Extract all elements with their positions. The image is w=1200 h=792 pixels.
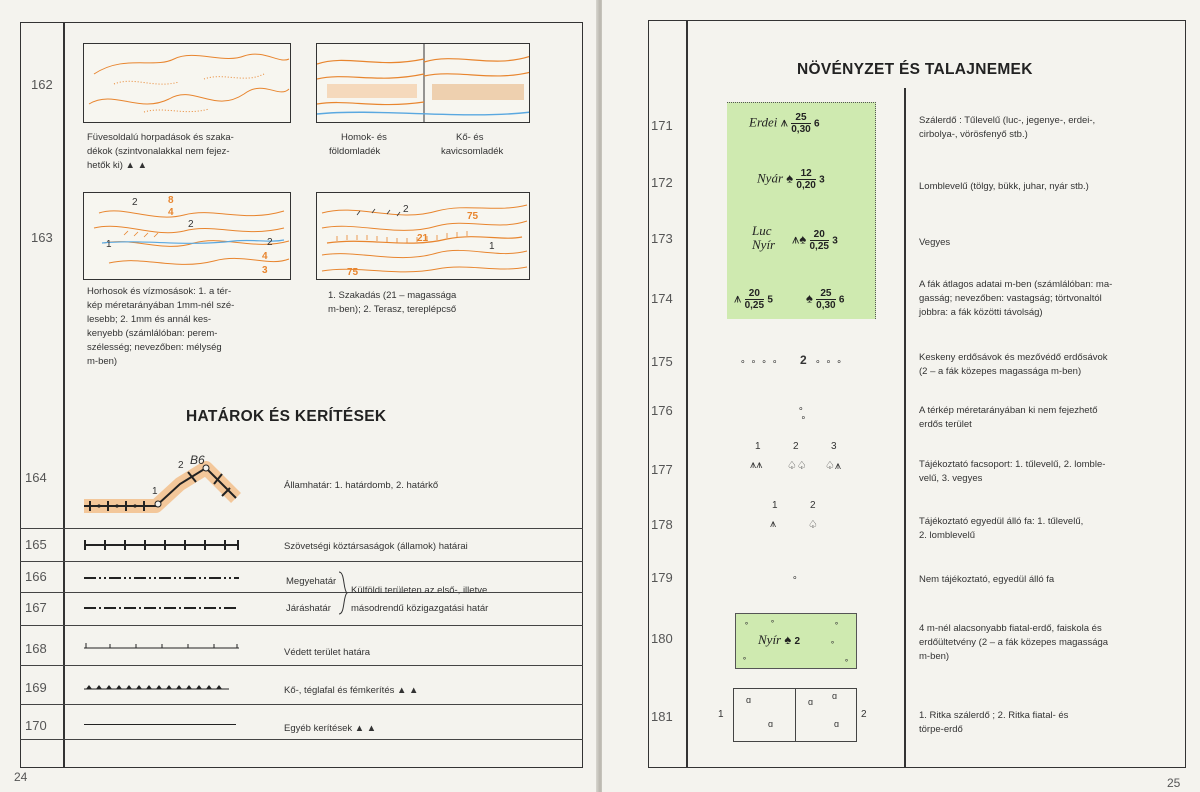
caption-line: dékok (szintvonalakkal nem fejez- xyxy=(87,146,230,157)
caption-line: m-ben); 2. Terasz, tereplépcső xyxy=(328,304,457,315)
mixed-tree-icon: ⩚♠ xyxy=(792,231,810,247)
row-description: törpe-erdő xyxy=(919,724,963,735)
row-description: Tájékoztató egyedül álló fa: 1. tűlevelű, xyxy=(919,516,1084,527)
symbol-label: 2 xyxy=(810,500,816,511)
map-label: 4 xyxy=(168,207,174,218)
row-number: 167 xyxy=(25,600,47,615)
row-number: 177 xyxy=(651,462,673,477)
map-label: 75 xyxy=(347,267,359,278)
single-deciduous-icon: ♤ xyxy=(808,519,818,531)
row-number: 181 xyxy=(651,709,673,724)
map-label: B6 xyxy=(190,453,205,467)
conifer-group-icon: ⩚⩚ xyxy=(750,459,763,471)
tree-strip-height: 2 xyxy=(800,353,807,367)
map-label: 75 xyxy=(467,211,479,222)
caption-line: szélesség; nevezőben: mélység xyxy=(87,342,222,353)
deciduous-tree-icon: ♠ xyxy=(806,290,817,306)
tree-data-fraction xyxy=(745,288,764,311)
row-number: 180 xyxy=(651,631,673,646)
single-conifer-icon: ⩚ xyxy=(770,518,777,530)
map-label: 21 xyxy=(417,233,429,244)
tree-distance: 6 xyxy=(813,118,820,130)
tree-strip-dots: ∘∘∘∘ xyxy=(740,356,783,366)
row-description: Szövetségi köztársaságok (államok) határai xyxy=(284,541,468,552)
symbol-label: 1 xyxy=(755,441,761,452)
row-separator xyxy=(20,592,583,593)
tree-species-name: Nyír xyxy=(758,632,782,647)
row-description: jobbra: a fák közötti távolság) xyxy=(919,307,1043,318)
symbol-label: 1 xyxy=(718,709,724,720)
row-separator xyxy=(20,561,583,562)
right-description-column-divider xyxy=(904,88,906,768)
map-label: 3 xyxy=(262,265,268,276)
conifer-icon: ⩚ xyxy=(780,114,792,130)
tree-data-fraction xyxy=(791,112,810,135)
tree-distance: 3 xyxy=(819,174,825,186)
symbol-tree-data-conifer xyxy=(734,288,773,311)
row-number: 169 xyxy=(25,680,47,695)
conifer-icon: ⩚ xyxy=(734,290,745,306)
symbol-deciduous-forest xyxy=(757,168,825,191)
row-number: 172 xyxy=(651,175,673,190)
map-label: 2 xyxy=(132,197,138,208)
row-description: Vegyes xyxy=(919,237,951,248)
symbol-state-border xyxy=(78,450,258,520)
row-description: Szálerdő : Tűlevelű (luc-, jegenye-, erdei-, xyxy=(919,115,1096,126)
symbol-federal-border xyxy=(84,538,239,552)
row-description: Kő-, téglafal és fémkerítés ▲ ▲ xyxy=(284,685,419,696)
row-separator xyxy=(20,625,583,626)
row-description: (2 – a fák közepes magassága m-ben) xyxy=(919,366,1082,377)
tree-species-name: Nyár xyxy=(757,170,783,186)
row-separator xyxy=(20,739,583,740)
symbol-label: 1 xyxy=(772,500,778,511)
map-landslides xyxy=(316,43,530,123)
symbol-other-fence xyxy=(84,724,236,725)
row-description: Lomblevelű (tölgy, bükk, juhar, nyár stb.) xyxy=(919,181,1089,192)
tree-species-name: Luc xyxy=(752,223,772,238)
symbol-district-border xyxy=(84,604,239,612)
caption-line: 1. Szakadás (21 – magassága xyxy=(328,290,457,301)
brace xyxy=(337,570,349,616)
section-title: NÖVÉNYZET ÉS TALAJNEMEK xyxy=(797,61,1033,78)
row-description: m-ben) xyxy=(919,651,950,662)
map-gullies xyxy=(83,192,291,280)
fraction-denominator: 0,25 xyxy=(744,300,765,311)
row-separator xyxy=(20,704,583,705)
map-label: 4 xyxy=(262,251,268,262)
symbol-conifer-forest xyxy=(749,112,820,135)
fraction-numerator: 25 xyxy=(791,112,810,124)
fraction-denominator: 0,25 xyxy=(809,241,829,252)
right-number-column-divider xyxy=(686,20,688,768)
tree-species-name: Erdei xyxy=(749,114,778,130)
map-label: 1 xyxy=(106,239,112,250)
row-number: 175 xyxy=(651,354,673,369)
caption-line: m-ben) xyxy=(87,356,118,367)
symbol-mixed-forest-data xyxy=(792,229,838,252)
row-number: 164 xyxy=(25,470,47,485)
row-description: Védett terület határa xyxy=(284,647,371,658)
row-number: 168 xyxy=(25,641,47,656)
small-forest-dots: ∘ ∘ xyxy=(798,403,807,422)
row-number: 173 xyxy=(651,231,673,246)
caption-line: lesebb; 2. 1mm és annál kes- xyxy=(87,314,212,325)
page-number: 24 xyxy=(14,770,28,784)
symbol-wall-fence xyxy=(84,682,229,692)
row-description: 4 m-nél alacsonyabb fiatal-erdő, faiskola és xyxy=(919,623,1102,634)
fraction-numerator: 12 xyxy=(796,168,815,180)
row-number: 166 xyxy=(25,569,47,584)
symbol-label: 2 xyxy=(861,709,867,720)
row-number: 163 xyxy=(31,230,53,245)
left-number-column-divider xyxy=(63,22,65,768)
tree-distance: 6 xyxy=(838,294,845,306)
tree-strip-dots: ∘∘∘ xyxy=(815,356,847,366)
tree-data-fraction xyxy=(810,229,829,252)
tree-species-name: Nyír xyxy=(752,237,776,252)
caption-line: kenyebb (számlálóban: perem- xyxy=(87,328,218,339)
map-label: 2 xyxy=(188,219,194,230)
tree-data-fraction xyxy=(816,288,835,311)
row-description: Államhatár: 1. határdomb, 2. határkő xyxy=(284,480,439,491)
map-label: 2 xyxy=(267,237,273,248)
tree-distance: 5 xyxy=(767,294,773,306)
tree-distance: 3 xyxy=(832,235,838,247)
symbol-tree-data-deciduous xyxy=(806,288,844,311)
row-number: 176 xyxy=(651,403,673,418)
sparse-forest-sample: ɑ ɑ ɑ ɑ ɑ xyxy=(733,688,857,742)
row-number: 171 xyxy=(651,118,673,133)
mixed-group-icon: ♤⩚ xyxy=(825,460,842,472)
row-description: velű, 3. vegyes xyxy=(919,473,983,484)
bracket-note-line: másodrendű közigazgatási határ xyxy=(351,603,489,614)
young-forest-sample: ∘ ∘ ∘ ∘ ∘ ∘ xyxy=(735,613,857,669)
fraction-denominator: 0,20 xyxy=(796,180,816,191)
symbol-protected-area-border xyxy=(84,640,239,652)
caption-line: Füvesoldalú horpadások és szaka- xyxy=(87,132,234,143)
row-description: A térkép méretarányában ki nem fejezhető xyxy=(919,405,1098,416)
row-description: Egyéb kerítések ▲ ▲ xyxy=(284,723,377,734)
caption-line: hetők ki) ▲ ▲ xyxy=(87,160,147,171)
tree-data-fraction xyxy=(796,168,815,191)
map-label: 2 xyxy=(178,460,184,471)
map-label: 1 xyxy=(489,241,495,252)
row-number: 178 xyxy=(651,517,673,532)
map-label: 1 xyxy=(152,486,158,497)
row-number: 170 xyxy=(25,718,47,733)
caption-line: Kő- és xyxy=(456,132,484,143)
map-cliff-terrace xyxy=(316,192,530,280)
caption-line: földomladék xyxy=(329,146,381,157)
deciduous-tree-icon: ♠ xyxy=(786,170,797,186)
map-label: 8 xyxy=(168,195,174,206)
map-hollows xyxy=(83,43,291,123)
non-landmark-tree-dot: ∘ xyxy=(792,572,798,582)
row-description: gasság; nevezőben: vastagság; törtvonaltól xyxy=(919,293,1102,304)
fraction-numerator: 25 xyxy=(816,288,835,300)
row-description: erdős terület xyxy=(919,419,972,430)
map-label: 2 xyxy=(403,204,409,215)
symbol-county-border xyxy=(84,574,239,582)
fraction-denominator: 0,30 xyxy=(791,124,811,135)
right-page xyxy=(602,0,1200,792)
caption-line: kép méretarányában 1mm-nél szé- xyxy=(87,300,235,311)
symbol-mixed-forest xyxy=(752,224,775,252)
row-number: 165 xyxy=(25,537,47,552)
fraction-denominator: 0,30 xyxy=(816,300,836,311)
row-description: Keskeny erdősávok és mezővédő erdősávok xyxy=(919,352,1108,363)
row-description: 1. Ritka szálerdő ; 2. Ritka fiatal- és xyxy=(919,710,1069,721)
row-number: 174 xyxy=(651,291,673,306)
page-number: 25 xyxy=(1167,776,1181,790)
left-page xyxy=(0,0,598,792)
caption-line: kavicsomladék xyxy=(441,146,504,157)
row-description: Nem tájékoztató, egyedül álló fa xyxy=(919,574,1055,585)
symbol-label: 2 xyxy=(793,441,799,452)
caption-line: Horhosok és vízmosások: 1. a tér- xyxy=(87,286,232,297)
row-description: Járáshatár xyxy=(286,603,331,614)
row-separator xyxy=(20,665,583,666)
symbol-label: 3 xyxy=(831,441,837,452)
row-description: 2. lomblevelű xyxy=(919,530,975,541)
row-separator xyxy=(20,528,583,529)
row-description: Megyehatár xyxy=(286,576,337,587)
deciduous-group-icon: ♤♤ xyxy=(787,460,807,472)
row-description: Tájékoztató facsoport: 1. tűlevelű, 2. lomble- xyxy=(919,459,1106,470)
deciduous-tree-icon: ♠ xyxy=(784,632,792,647)
row-description: erdőültetvény (2 – a fák közepes magassága xyxy=(919,637,1109,648)
section-title: HATÁROK ÉS KERÍTÉSEK xyxy=(186,408,387,425)
bracket-note-line: Külföldi területen az első-, illetve xyxy=(351,585,488,596)
caption-line: Homok- és xyxy=(341,132,387,143)
tree-height: 2 xyxy=(794,636,801,647)
symbol-young-forest xyxy=(758,632,800,648)
fraction-numerator: 20 xyxy=(810,229,829,241)
row-description: cirbolya-, vörösfenyő stb.) xyxy=(919,129,1028,140)
fraction-numerator: 20 xyxy=(745,288,764,300)
row-description: A fák átlagos adatai m-ben (számlálóban: ma- xyxy=(919,279,1113,290)
row-number: 162 xyxy=(31,77,53,92)
row-number: 179 xyxy=(651,570,673,585)
